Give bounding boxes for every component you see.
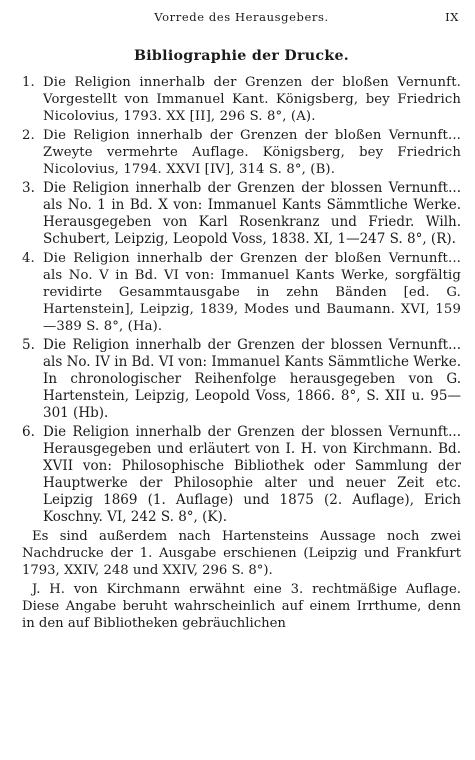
bibliography-entry	[22, 424, 461, 526]
body-paragraph: Es sind außerdem nach Hartensteins Aussage noch zwei Nachdrucke der 1. Ausgabe erschienen (Leipzig und Frankfurt 1793, XXIV, 248 und XXIV, 296 S. 8°).	[22, 529, 461, 578]
bibliography-entry	[22, 337, 461, 422]
entry-number: 4.	[22, 251, 35, 266]
bibliography-entry	[22, 180, 461, 248]
bibliography-entry	[22, 127, 461, 178]
entry-number: 2.	[22, 128, 35, 143]
running-head-title: Vorrede des Herausgebers.	[154, 10, 329, 24]
entry-number: 3.	[22, 180, 35, 196]
bibliography-entry	[22, 74, 461, 125]
entry-text: Die Religion innerhalb der Grenzen der bloßen Vernunft... als No. V in Bd. VI von: Immanuel Kants Werke, sorgfältig revidirte Gesammtausgabe in zehn Bänden [ed. G. Hartenstein], Leipzig, 1839, Modes und Baumann. XVI, 159—389 S. 8°, (Ha).	[43, 251, 461, 334]
bibliography-entry	[22, 250, 461, 335]
body-paragraph: J. H. von Kirchmann erwähnt eine 3. rechtmäßige Auflage. Diese Angabe beruht wahrscheinlich auf einem Irrthume, denn in den auf Bibliotheken gebräuchlichen	[22, 582, 461, 631]
entry-number: 5.	[22, 337, 35, 353]
entry-number: 1.	[22, 75, 35, 90]
running-head	[22, 8, 461, 28]
entry-text: Die Religion innerhalb der Grenzen der blossen Vernunft... Herausgegeben und erläutert von I. H. von Kirchmann. Bd. XVII von: Philosophische Bibliothek oder Sammlung der Hauptwerke der Philosophie alter und neuer Zeit etc. Leipzig 1869 (1. Auflage) und 1875 (2. Auflage), Erich Koschny. VI, 242 S. 8°, (K).	[43, 424, 461, 525]
entry-text: Die Religion innerhalb der Grenzen der blossen Vernunft... als No. IV in Bd. VI von: Immanuel Kants Sämmtliche Werke. In chronologischer Reihenfolge herausgegeben von G. Hartenstein, Leipzig, Leopold Voss, 1866. 8°, S. XII u. 95—301 (Hb).	[43, 337, 461, 421]
page-number: IX	[445, 10, 459, 24]
entry-text: Die Religion innerhalb der Grenzen der bloßen Vernunft. Vorgestellt von Immanuel Kant. Königsberg, bey Friedrich Nicolovius, 1793. XX [II], 296 S. 8°, (A).	[43, 75, 461, 124]
section-heading: Bibliographie der Drucke.	[133, 48, 350, 64]
entry-text: Die Religion innerhalb der Grenzen der blossen Vernunft... als No. 1 in Bd. X von: Immanuel Kants Sämmtliche Werke. Herausgegeben von Karl Rosenkranz und Friedr. Wilh. Schubert, Leipzig, Leopold Voss, 1838. XI, 1—247 S. 8°, (R).	[43, 180, 461, 247]
entry-text: Die Religion innerhalb der Grenzen der bloßen Vernunft... Zweyte vermehrte Auflage. Königsberg, bey Friedrich Nicolovius, 1794. XXVI [IV], 314 S. 8°, (B).	[43, 128, 461, 177]
bibliography-list	[22, 74, 461, 526]
entry-number: 6.	[22, 424, 35, 440]
